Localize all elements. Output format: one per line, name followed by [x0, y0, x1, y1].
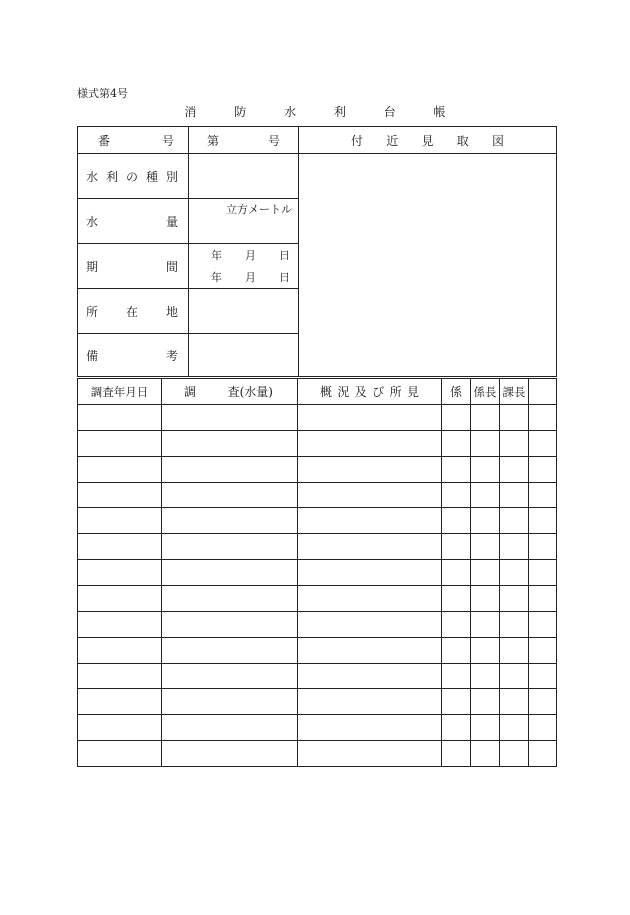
title-char: 防	[234, 105, 247, 119]
volume-unit: 立方メートル	[226, 203, 292, 216]
table-row-line	[78, 688, 556, 689]
divider	[470, 379, 471, 766]
table-row-line	[78, 533, 556, 534]
table-row-line	[78, 740, 556, 741]
header-char: 所	[389, 385, 402, 399]
label-char: 期	[86, 259, 99, 274]
header-char: び	[372, 385, 385, 399]
divider	[297, 379, 298, 766]
header-char: 取	[456, 133, 469, 148]
date-char: 月	[245, 249, 256, 262]
title-char: 水	[284, 105, 297, 119]
row-label-water-type	[78, 154, 188, 198]
header-char: 付	[351, 133, 364, 148]
title-char: 台	[383, 105, 396, 119]
header-char: 号	[161, 133, 174, 148]
divider	[161, 379, 162, 766]
header-char: 近	[386, 133, 399, 148]
table-row-line	[78, 430, 556, 431]
page-title	[0, 103, 630, 120]
header-staff: 係	[449, 385, 462, 399]
survey-log-table	[77, 378, 557, 767]
table-row-line	[78, 507, 556, 508]
title-char: 帳	[433, 105, 446, 119]
title-char: 消	[184, 105, 197, 119]
header-dai	[189, 127, 298, 153]
date-char: 日	[279, 271, 290, 284]
label-char: の	[125, 169, 138, 184]
label-char: 地	[165, 304, 178, 319]
header-char: 概	[320, 385, 333, 399]
divider	[499, 379, 500, 766]
period-date-line-2	[189, 268, 298, 286]
date-char: 月	[245, 271, 256, 284]
header-map	[299, 127, 556, 153]
header-char: 見	[421, 133, 434, 148]
table-row-line	[78, 404, 556, 405]
row-label-location	[78, 289, 188, 333]
row-label-remarks	[78, 334, 188, 376]
table-row-line	[78, 663, 556, 664]
table-row-line	[78, 559, 556, 560]
divider	[528, 379, 529, 766]
table-row-line	[78, 585, 556, 586]
header-chief: 係長	[473, 384, 497, 399]
table-row-line	[78, 482, 556, 483]
label-char: 水	[86, 214, 99, 229]
title-char: 利	[333, 105, 346, 119]
ledger-upper-table	[77, 126, 557, 377]
divider	[298, 127, 299, 376]
header-survey-volume	[162, 379, 297, 404]
row-label-period	[78, 244, 188, 288]
date-char: 日	[279, 249, 290, 262]
label-char: 別	[165, 169, 178, 184]
header-char: 及	[354, 385, 367, 399]
table-row-line	[78, 611, 556, 612]
header-char: 況	[337, 385, 350, 399]
table-row-line	[78, 714, 556, 715]
date-char: 年	[211, 249, 222, 262]
divider	[441, 379, 442, 766]
header-overview	[298, 379, 441, 404]
label-char: 種	[145, 169, 158, 184]
header-char: 調	[184, 385, 197, 399]
row-label-volume	[78, 199, 188, 243]
label-char: 量	[165, 214, 178, 229]
label-char: 在	[125, 304, 138, 319]
header-number	[78, 127, 188, 153]
header-char: 号	[267, 133, 280, 148]
header-char: 番	[98, 133, 111, 148]
header-section-manager: 課長	[502, 384, 526, 399]
form-number: 様式第4号	[77, 87, 128, 100]
date-char: 年	[211, 271, 222, 284]
period-date-line-1	[189, 246, 298, 264]
header-survey-date: 調査年月日	[90, 384, 149, 399]
label-char: 間	[165, 259, 178, 274]
label-char: 利	[105, 169, 118, 184]
header-char: 見	[406, 385, 419, 399]
label-char: 備	[86, 348, 99, 363]
label-char: 水	[86, 169, 99, 184]
header-char: 第	[207, 133, 220, 148]
label-char: 所	[86, 304, 99, 319]
header-char: 査(水量)	[227, 385, 273, 399]
table-row-line	[78, 637, 556, 638]
header-char: 図	[491, 133, 504, 148]
table-row-line	[78, 456, 556, 457]
label-char: 考	[165, 348, 178, 363]
